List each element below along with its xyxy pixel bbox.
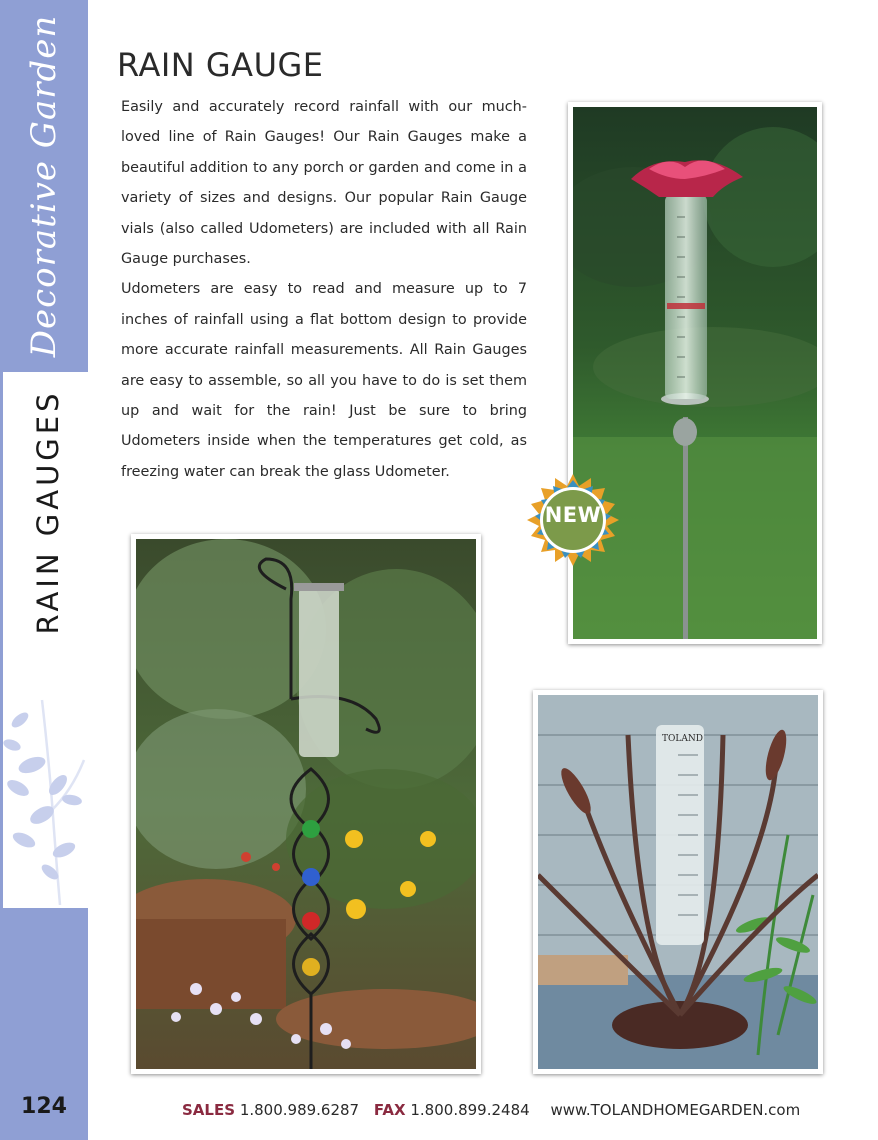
footer-contact (182, 1101, 800, 1119)
page-number: 124 (21, 1094, 67, 1119)
article-body (121, 92, 527, 487)
footer-website-link[interactable]: www.TOLANDHOMEGARDEN.com (550, 1101, 801, 1119)
spiral-rain-gauge-image (136, 539, 476, 1069)
sidebar-section-label: RAIN GAUGES (31, 389, 65, 635)
article-paragraph: Easily and accurately record rainfall with our much-loved line of Rain Gauges! Our Rain Gauges make a beautiful addition to any porch or garden and come in a variety of sizes and designs. Our popular Rain Gauge vials (also called Udometers) are included with all Rain Gauge purchases. (121, 99, 527, 268)
new-badge-label: NEW (544, 503, 602, 527)
vial-brand-label: TOLAND (662, 734, 703, 744)
sidebar-category-label: Decorative Garden (24, 14, 64, 358)
footer-sales-number: 1.800.989.6287 (239, 1101, 360, 1119)
footer-fax-number: 1.800.899.2484 (410, 1101, 530, 1119)
footer-fax-label: FAX (373, 1101, 406, 1119)
footer-sales-label: SALES (182, 1101, 236, 1119)
product-photo-spiral-gauge (131, 534, 481, 1074)
cattail-rain-gauge-image (538, 695, 818, 1069)
floral-decoration-icon (2, 690, 88, 905)
page-title: RAIN GAUGE (117, 46, 324, 84)
article-paragraph: Udometers are easy to read and measure up to 7 inches of rainfall using a flat bottom design to provide more accurate rainfall measurements. All Rain Gauges are easy to assemble, so all you have to do is set them up and wait for the rain! Just be sure to bring Udometers inside when the temperatures get cold, as freezing water can break the glass Udometer. (121, 281, 527, 480)
product-photo-cattail-gauge (533, 690, 823, 1074)
